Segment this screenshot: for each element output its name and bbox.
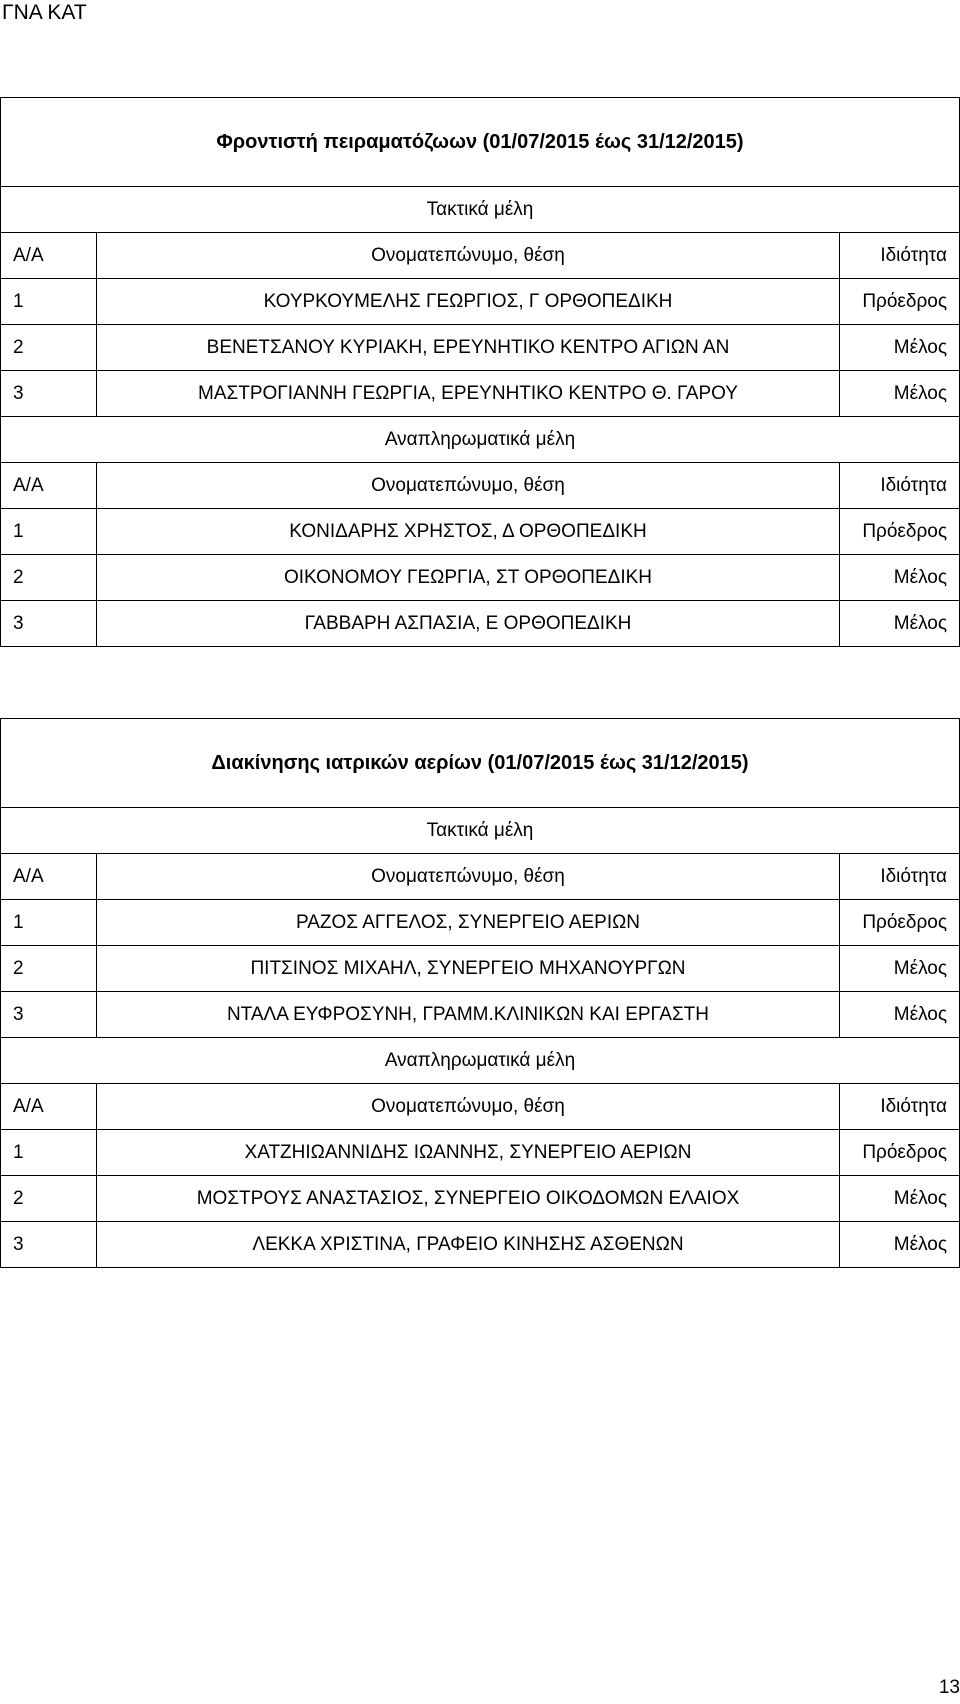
column-header-row: [1, 854, 960, 900]
table-row: [1, 555, 960, 601]
column-header-name: Ονοματεπώνυμο, θέση: [97, 1084, 840, 1130]
column-header-row: [1, 463, 960, 509]
table-row: [1, 992, 960, 1038]
row-aa: 3: [1, 601, 97, 647]
row-name: ΧΑΤΖΗΙΩΑΝΝΙΔΗΣ ΙΩΑΝΝΗΣ, ΣΥΝΕΡΓΕΙΟ ΑΕΡΙΩΝ: [97, 1130, 840, 1176]
table-row: [1, 1176, 960, 1222]
row-name: ΟΙΚΟΝΟΜΟΥ ΓΕΩΡΓΙΑ, ΣΤ ΟΡΘΟΠΕΔΙΚΗ: [97, 555, 840, 601]
column-header-row: [1, 1084, 960, 1130]
committee-table-2: [0, 718, 960, 1268]
row-name: ΒΕΝΕΤΣΑΝΟΥ ΚΥΡΙΑΚΗ, ΕΡΕΥΝΗΤΙΚΟ ΚΕΝΤΡΟ ΑΓΙΩΝ ΑΝ: [97, 325, 840, 371]
row-aa: 3: [1, 371, 97, 417]
row-aa: 2: [1, 555, 97, 601]
row-role: Μέλος: [839, 555, 959, 601]
row-aa: 1: [1, 279, 97, 325]
row-aa: 2: [1, 1176, 97, 1222]
row-name: ΚΟΥΡΚΟΥΜΕΛΗΣ ΓΕΩΡΓΙΟΣ, Γ ΟΡΘΟΠΕΔΙΚΗ: [97, 279, 840, 325]
table-row: [1, 601, 960, 647]
column-header-aa: Α/Α: [1, 854, 97, 900]
section-row: [1, 808, 960, 854]
committee-title-row: [1, 98, 960, 187]
table-row: [1, 1222, 960, 1268]
row-aa: 1: [1, 1130, 97, 1176]
row-name: ΚΟΝΙΔΑΡΗΣ ΧΡΗΣΤΟΣ, Δ ΟΡΘΟΠΕΔΙΚΗ: [97, 509, 840, 555]
column-header-role: Ιδιότητα: [839, 854, 959, 900]
table-row: [1, 279, 960, 325]
row-aa: 3: [1, 992, 97, 1038]
table-row: [1, 325, 960, 371]
row-role: Μέλος: [839, 1176, 959, 1222]
table-row: [1, 371, 960, 417]
row-role: Μέλος: [839, 601, 959, 647]
row-role: Μέλος: [839, 325, 959, 371]
page-number: 13: [938, 1677, 960, 1698]
row-role: Μέλος: [839, 946, 959, 992]
table-row: [1, 1130, 960, 1176]
column-header-name: Ονοματεπώνυμο, θέση: [97, 463, 840, 509]
row-name: ΠΙΤΣΙΝΟΣ ΜΙΧΑΗΛ, ΣΥΝΕΡΓΕΙΟ ΜΗΧΑΝΟΥΡΓΩΝ: [97, 946, 840, 992]
column-header-role: Ιδιότητα: [839, 233, 959, 279]
section-label: Τακτικά μέλη: [1, 187, 960, 233]
column-header-aa: Α/Α: [1, 233, 97, 279]
committee-title: Φροντιστή πειραματόζωων (01/07/2015 έως 31/12/2015): [1, 98, 960, 187]
section-row: [1, 417, 960, 463]
column-header-name: Ονοματεπώνυμο, θέση: [97, 854, 840, 900]
row-role: Μέλος: [839, 992, 959, 1038]
row-name: ΓΑΒΒΑΡΗ ΑΣΠΑΣΙΑ, Ε ΟΡΘΟΠΕΔΙΚΗ: [97, 601, 840, 647]
table-row: [1, 900, 960, 946]
column-header-role: Ιδιότητα: [839, 463, 959, 509]
row-aa: 3: [1, 1222, 97, 1268]
section-label: Τακτικά μέλη: [1, 808, 960, 854]
section-row: [1, 187, 960, 233]
row-aa: 2: [1, 946, 97, 992]
committee-table-1: [0, 97, 960, 647]
committee-title: Διακίνησης ιατρικών αερίων (01/07/2015 έως 31/12/2015): [1, 719, 960, 808]
row-aa: 1: [1, 509, 97, 555]
row-name: ΡΑΖΟΣ ΑΓΓΕΛΟΣ, ΣΥΝΕΡΓΕΙΟ ΑΕΡΙΩΝ: [97, 900, 840, 946]
row-aa: 1: [1, 900, 97, 946]
table-row: [1, 946, 960, 992]
section-row: [1, 1038, 960, 1084]
committee-title-row: [1, 719, 960, 808]
row-name: ΜΟΣΤΡΟΥΣ ΑΝΑΣΤΑΣΙΟΣ, ΣΥΝΕΡΓΕΙΟ ΟΙΚΟΔΟΜΩΝ ΕΛΑΙΟΧ: [97, 1176, 840, 1222]
table-row: [1, 509, 960, 555]
row-aa: 2: [1, 325, 97, 371]
row-role: Πρόεδρος: [839, 279, 959, 325]
row-role: Μέλος: [839, 371, 959, 417]
row-name: ΜΑΣΤΡΟΓΙΑΝΝΗ ΓΕΩΡΓΙΑ, ΕΡΕΥΝΗΤΙΚΟ ΚΕΝΤΡΟ Θ. ΓΑΡΟΥ: [97, 371, 840, 417]
row-role: Πρόεδρος: [839, 900, 959, 946]
row-role: Πρόεδρος: [839, 509, 959, 555]
row-role: Μέλος: [839, 1222, 959, 1268]
column-header-role: Ιδιότητα: [839, 1084, 959, 1130]
row-name: ΝΤΑΛΑ ΕΥΦΡΟΣΥΝΗ, ΓΡΑΜΜ.ΚΛΙΝΙΚΩΝ ΚΑΙ ΕΡΓΑΣΤΗ: [97, 992, 840, 1038]
section-label: Αναπληρωματικά μέλη: [1, 417, 960, 463]
column-header-aa: Α/Α: [1, 1084, 97, 1130]
column-header-row: [1, 233, 960, 279]
row-name: ΛΕΚΚΑ ΧΡΙΣΤΙΝΑ, ΓΡΑΦΕΙΟ ΚΙΝΗΣΗΣ ΑΣΘΕΝΩΝ: [97, 1222, 840, 1268]
column-header-name: Ονοματεπώνυμο, θέση: [97, 233, 840, 279]
page-header: ΓΝΑ ΚΑΤ: [2, 1, 87, 24]
section-label: Αναπληρωματικά μέλη: [1, 1038, 960, 1084]
column-header-aa: Α/Α: [1, 463, 97, 509]
row-role: Πρόεδρος: [839, 1130, 959, 1176]
